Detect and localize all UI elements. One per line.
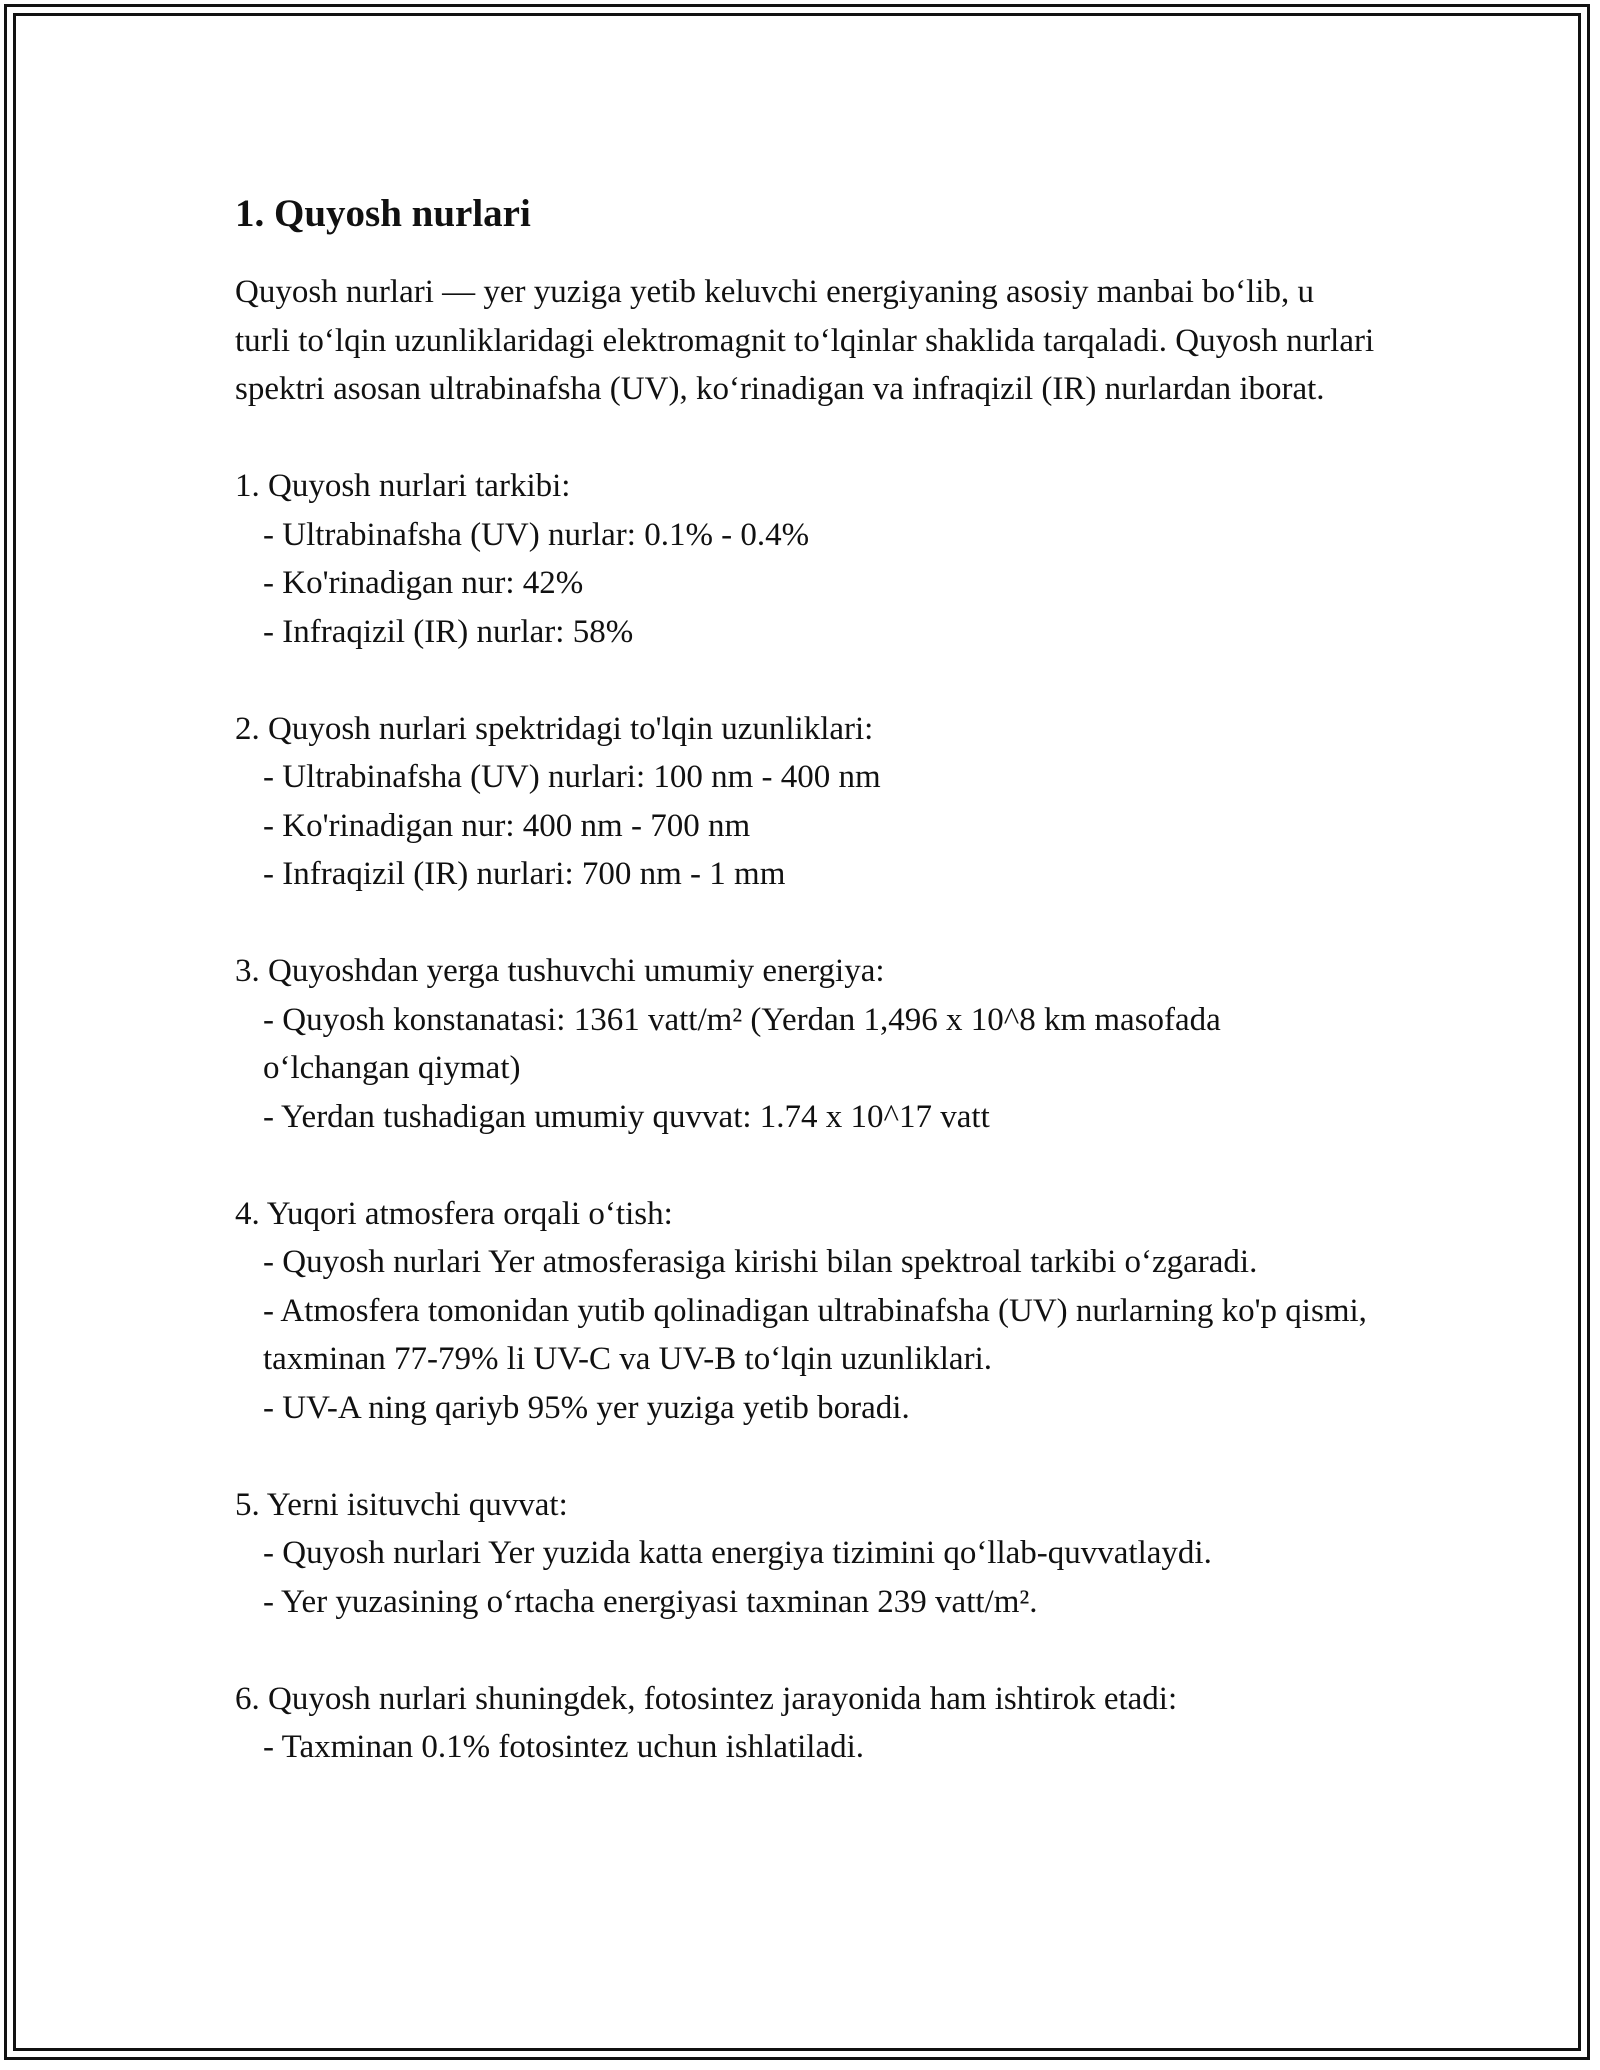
list-item: - Infraqizil (IR) nurlari: 700 nm - 1 mm bbox=[263, 856, 786, 892]
document-body bbox=[235, 190, 1383, 1772]
section-heading: 3. Quyoshdan yerga tushuvchi umumiy energiya: bbox=[235, 953, 885, 989]
section-heading: 1. Quyosh nurlari tarkibi: bbox=[235, 468, 571, 504]
section-heading: 4. Yuqori atmosfera orqali o‘tish: bbox=[235, 1195, 673, 1232]
list-item: - Taxminan 0.1% fotosintez uchun ishlatiladi. bbox=[263, 1729, 865, 1765]
list-item: - Ultrabinafsha (UV) nurlar: 0.1% - 0.4% bbox=[263, 516, 810, 553]
list-item: - Infraqizil (IR) nurlar: 58% bbox=[263, 613, 634, 650]
list-item: - Atmosfera tomonidan yutib qolinadigan ultrabinafsha (UV) nurlarning ko'p qismi, taxminan 77-79% li UV-C va UV-B to‘lqin uzunliklari. bbox=[263, 1292, 1376, 1377]
list-item: - Ultrabinafsha (UV) nurlari: 100 nm - 400 nm bbox=[263, 759, 881, 795]
intro-paragraph: Quyosh nurlari — yer yuziga yetib keluvchi energiyaning asosiy manbai bo‘lib, u turli to‘lqin uzunliklaridagi elektromagnit to‘lqinlar shaklida tarqaladi. Quyosh nurlari spektri asosan ultrabinafsha (UV), ko‘rinadigan va infraqizil (IR) nurlardan iborat. bbox=[235, 274, 1383, 407]
section-total-energy bbox=[235, 947, 1375, 1141]
list-item: - Ko'rinadigan nur: 400 nm - 700 nm bbox=[263, 807, 751, 844]
section-heading: 2. Quyosh nurlari spektridagi to'lqin uzunliklari: bbox=[235, 710, 874, 747]
document-title: 1. Quyosh nurlari bbox=[235, 192, 531, 235]
list-item: - UV-A ning qariyb 95% yer yuziga yetib boradi. bbox=[263, 1389, 910, 1426]
section-atmosphere bbox=[235, 1190, 1375, 1433]
section-wavelengths bbox=[235, 705, 1375, 899]
section-photosynthesis bbox=[235, 1675, 1375, 1772]
section-heating-power bbox=[235, 1481, 1375, 1627]
list-item: - Quyosh nurlari Yer yuzida katta energiya tizimini qo‘llab-quvvatlaydi. bbox=[263, 1535, 1212, 1571]
section-composition bbox=[235, 462, 1375, 656]
list-item: - Yerdan tushadigan umumiy quvvat: 1.74 x 10^17 vatt bbox=[263, 1098, 990, 1135]
list-item: - Quyosh nurlari Yer atmosferasiga kirishi bilan spektroal tarkibi o‘zgaradi. bbox=[263, 1244, 1258, 1280]
list-item: - Yer yuzasining o‘rtacha energiyasi taxminan 239 vatt/m². bbox=[263, 1583, 1038, 1620]
list-item: - Quyosh konstanatasi: 1361 vatt/m² (Yerdan 1,496 x 10^8 km masofada o‘lchangan qiymat) bbox=[263, 1001, 1230, 1086]
section-heading: 6. Quyosh nurlari shuningdek, fotosintez jarayonida ham ishtirok etadi: bbox=[235, 1680, 1178, 1717]
list-item: - Ko'rinadigan nur: 42% bbox=[263, 565, 584, 601]
section-heading: 5. Yerni isituvchi quvvat: bbox=[235, 1486, 568, 1523]
